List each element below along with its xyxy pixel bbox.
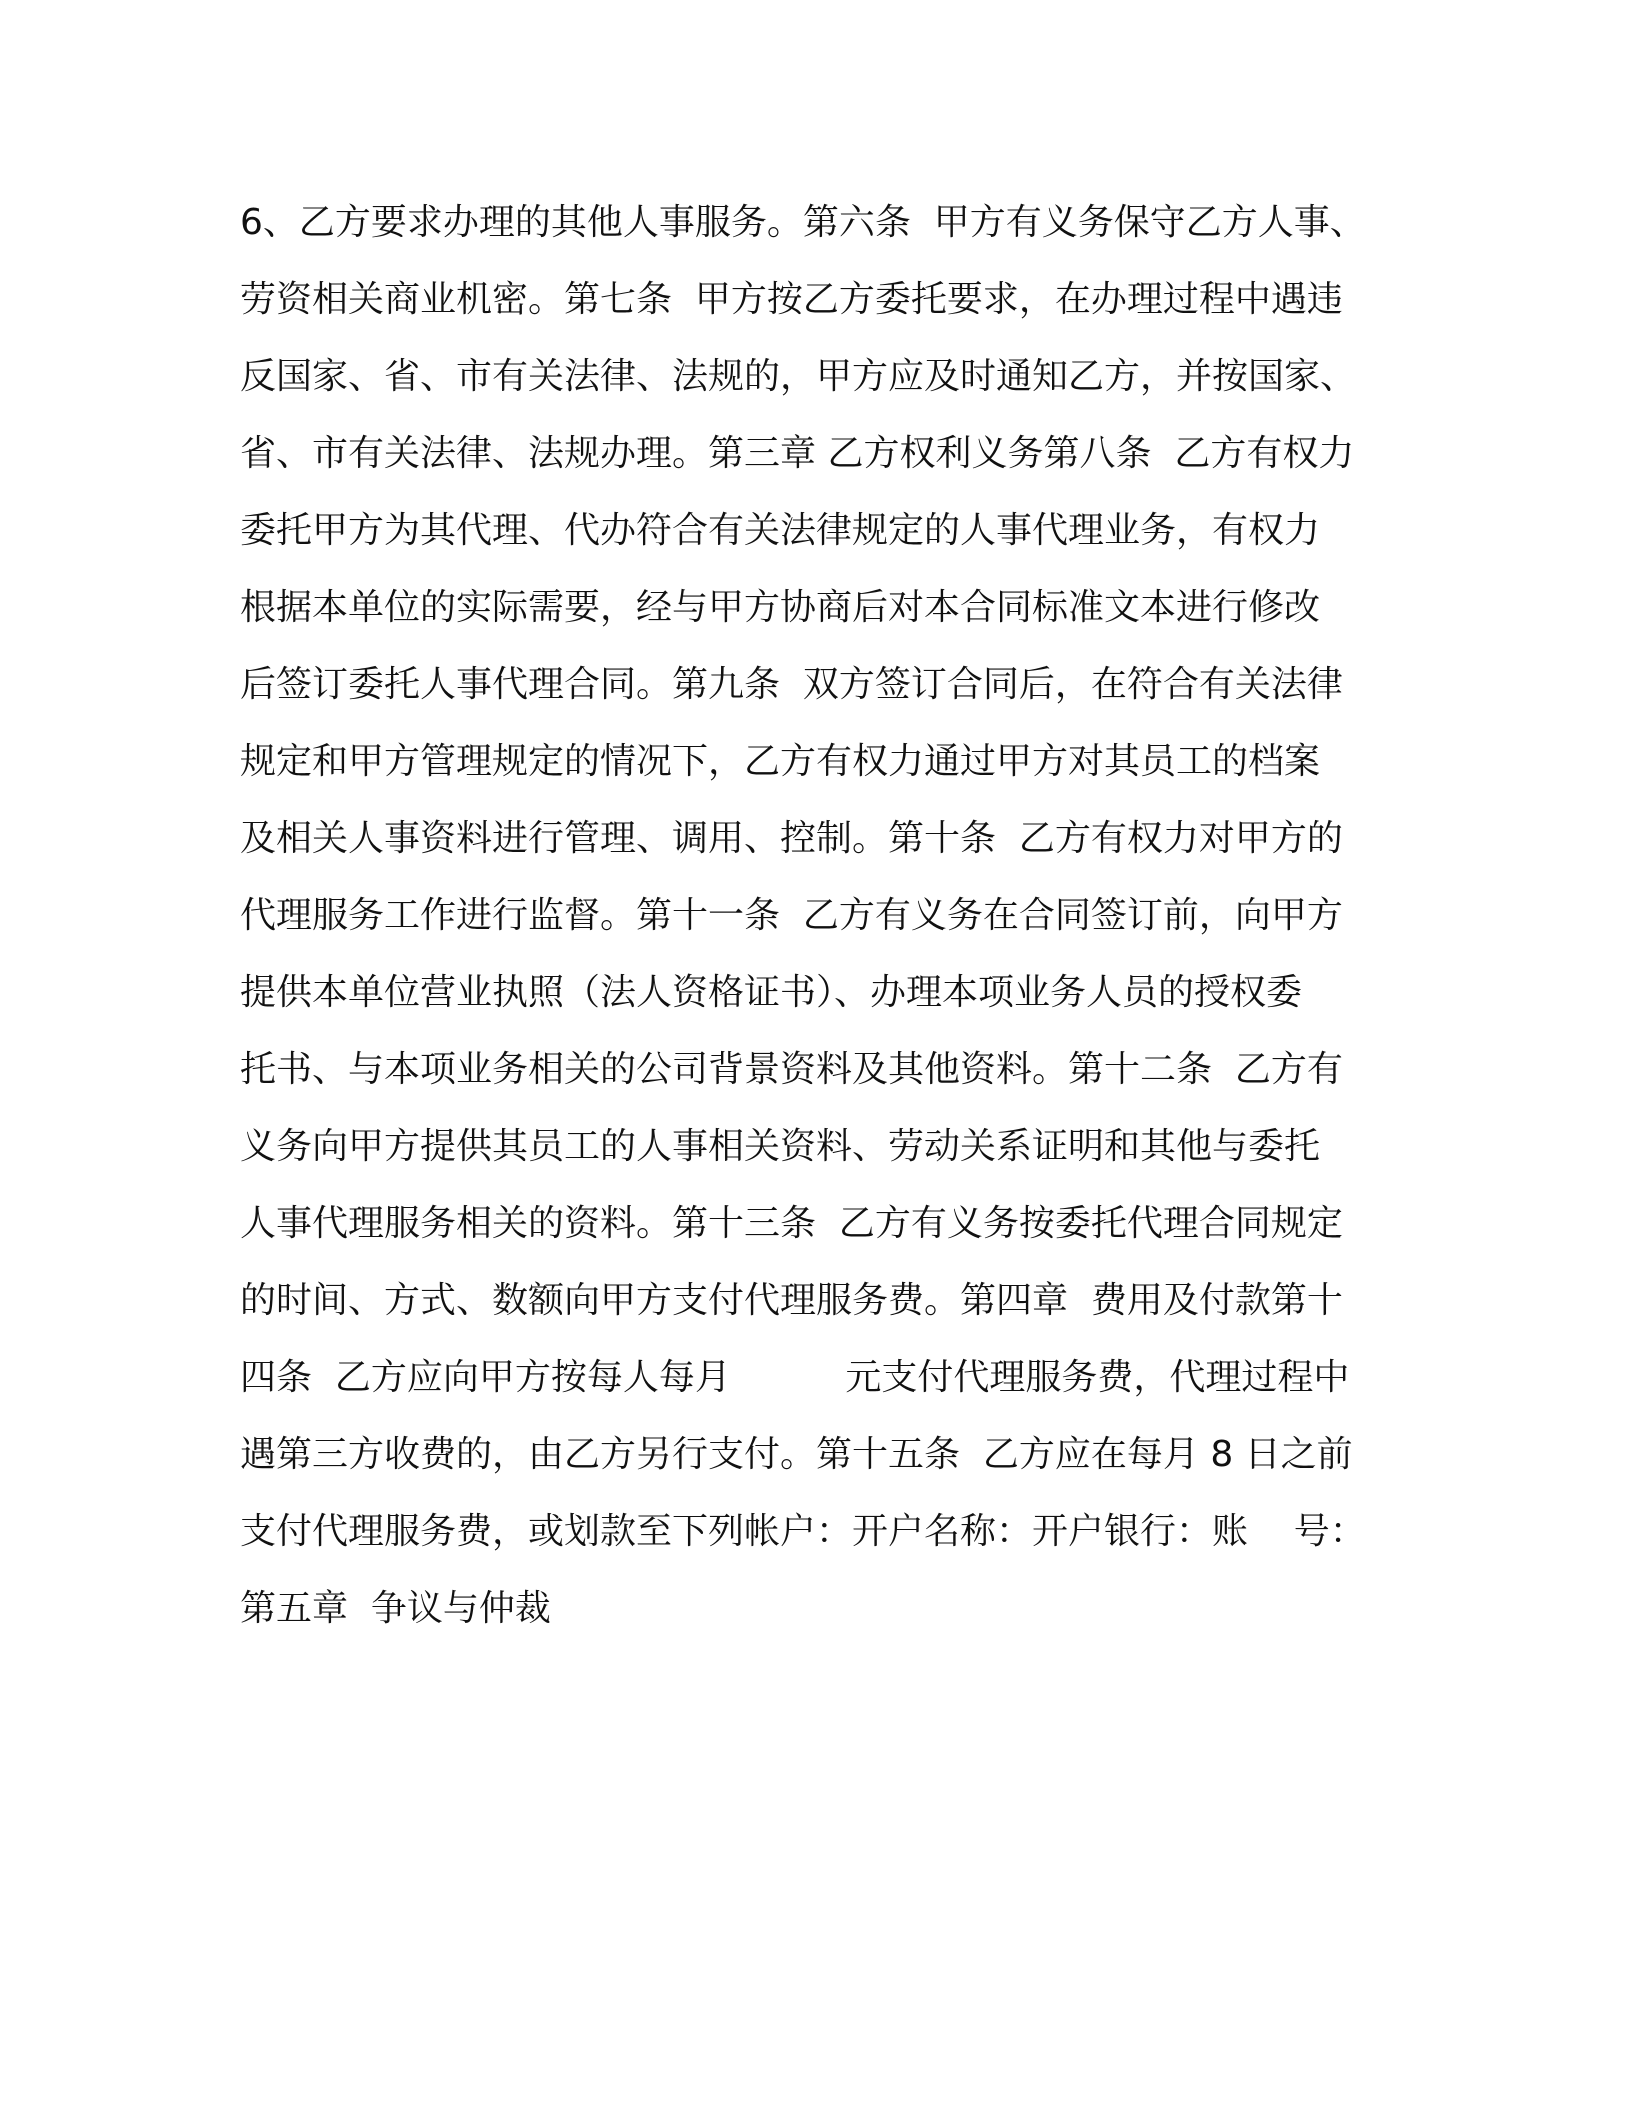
text-line: 6、乙方要求办理的其他人事服务。第六条 甲方有义务保守乙方人事、	[240, 202, 1366, 243]
text-line: 人事代理服务相关的资料。第十三条 乙方有义务按委托代理合同规定	[240, 1203, 1343, 1244]
text-line: 支付代理服务费，或划款至下列帐户：开户名称：开户银行：账 号：	[240, 1511, 1366, 1552]
text-line: 义务向甲方提供其员工的人事相关资料、劳动关系证明和其他与委托	[240, 1126, 1321, 1167]
text-line: 四条 乙方应向甲方按每人每月 元支付代理服务费，代理过程中	[240, 1357, 1350, 1398]
text-line: 代理服务工作进行监督。第十一条 乙方有义务在合同签订前，向甲方	[240, 895, 1343, 936]
text-line: 委托甲方为其代理、代办符合有关法律规定的人事代理业务，有权力	[240, 510, 1321, 551]
chapter-heading: 第五章 争议与仲裁	[240, 1588, 551, 1629]
text-line: 托书、与本项业务相关的公司背景资料及其他资料。第十二条 乙方有	[240, 1049, 1343, 1090]
text-line: 提供本单位营业执照（法人资格证书）、办理本项业务人员的授权委	[240, 972, 1303, 1013]
text-line: 劳资相关商业机密。第七条 甲方按乙方委托要求，在办理过程中遇违	[240, 279, 1343, 320]
text-line: 的时间、方式、数额向甲方支付代理服务费。第四章 费用及付款第十	[240, 1280, 1343, 1321]
text-line: 省、市有关法律、法规办理。第三章 乙方权利义务第八条 乙方有权力	[240, 433, 1355, 474]
text-line: 及相关人事资料进行管理、调用、控制。第十条 乙方有权力对甲方的	[240, 818, 1343, 859]
text-line: 遇第三方收费的，由乙方另行支付。第十五条 乙方应在每月 8 日之前	[240, 1434, 1353, 1475]
body-text	[240, 184, 1400, 1647]
text-line: 规定和甲方管理规定的情况下，乙方有权力通过甲方对其员工的档案	[240, 741, 1321, 782]
text-line: 后签订委托人事代理合同。第九条 双方签订合同后，在符合有关法律	[240, 664, 1343, 705]
text-line: 根据本单位的实际需要，经与甲方协商后对本合同标准文本进行修改	[240, 587, 1321, 628]
text-line: 反国家、省、市有关法律、法规的，甲方应及时通知乙方，并按国家、	[240, 356, 1357, 397]
